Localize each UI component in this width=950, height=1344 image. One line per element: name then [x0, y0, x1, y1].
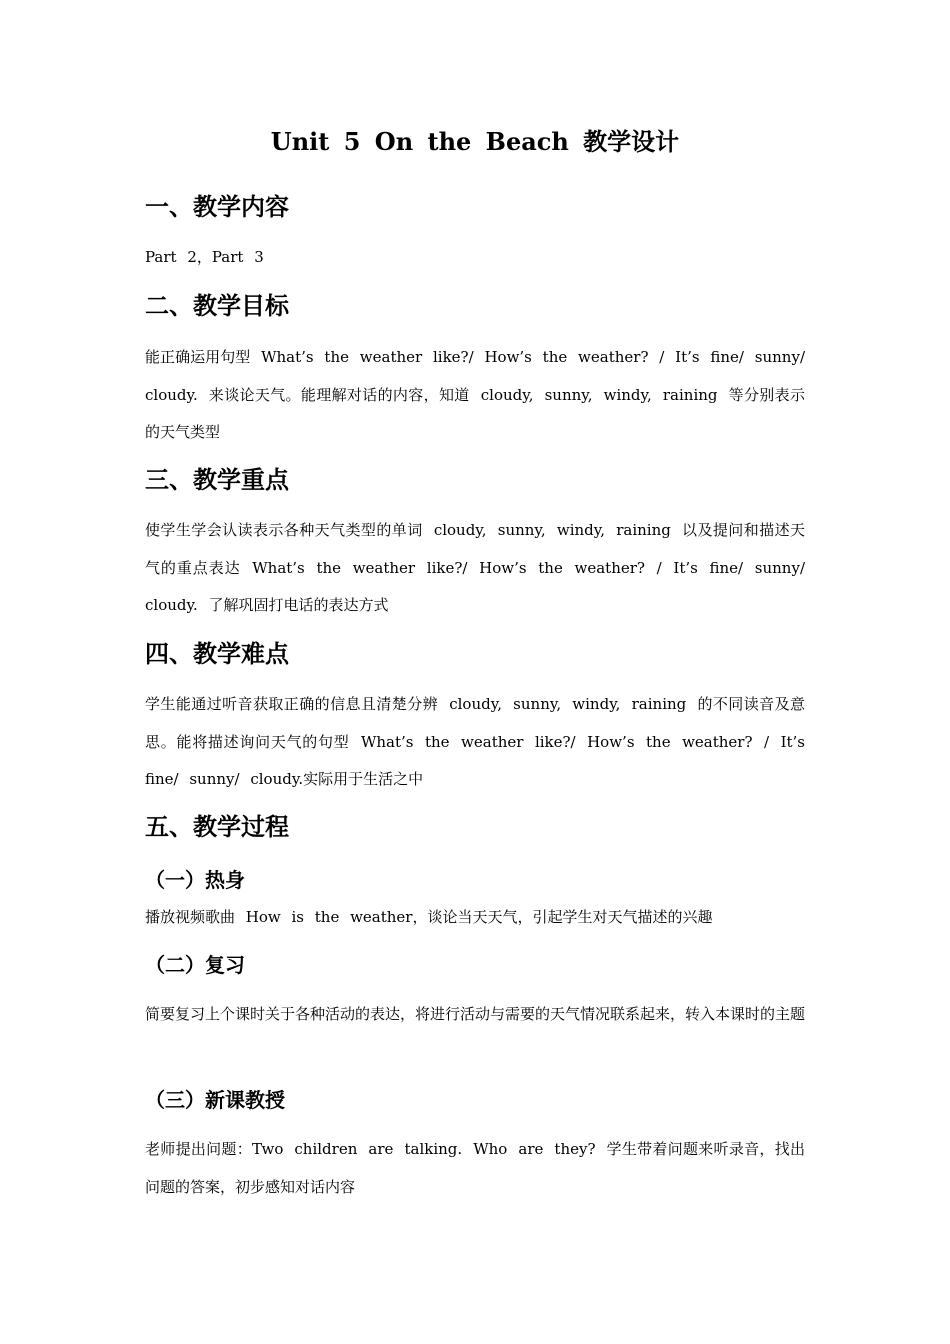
heading-key-points: 三、教学重点 [145, 466, 289, 494]
subheading-review: （二）复习 [145, 953, 245, 977]
paragraph-key-points: 使学生学会认读表示各种天气类型的单词 cloudy, sunny, windy, raining 以及提问和描述天气的重点表达 What’s the weather like?/ How’s the weather? / It’s fine/ sunny/ cloudy. 了解巩固打电话的表达方式 [145, 521, 805, 614]
heading-teaching-process: 五、教学过程 [145, 813, 289, 841]
subheading-warmup: （一）热身 [145, 868, 245, 892]
heading-teaching-content: 一、教学内容 [145, 193, 289, 221]
paragraph-teaching-content: Part 2，Part 3 [145, 248, 264, 266]
heading-teaching-objectives: 二、教学目标 [145, 292, 289, 320]
paragraph-review: 简要复习上个课时关于各种活动的表达，将进行活动与需要的天气情况联系起来，转入本课时的主题 [145, 1005, 806, 1023]
document-title: Unit 5 On the Beach 教学设计 [270, 127, 680, 156]
paragraph-teaching-objectives: 能正确运用句型 What’s the weather like?/ How’s the weather? / It’s fine/ sunny/ cloudy. 来谈论天气。能理解对话的内容，知道 cloudy, sunny, windy, raining 等分别表示的天气类型 [145, 348, 805, 441]
paragraph-new-lesson: 老师提出问题：Two children are talking. Who are they? 学生带着问题来听录音，找出问题的答案，初步感知对话内容 [145, 1140, 805, 1196]
paragraph-difficulties: 学生能通过听音获取正确的信息且清楚分辨 cloudy, sunny, windy, raining 的不同读音及意思。能将描述询问天气的句型 What’s the weather like?/ How’s the weather? / It’s fine/ sunny/ cloudy.实际用于生活之中 [145, 695, 805, 788]
heading-difficulties: 四、教学难点 [145, 640, 289, 668]
subheading-new-lesson: （三）新课教授 [145, 1088, 285, 1112]
paragraph-warmup: 播放视频歌曲 How is the weather，谈论当天天气，引起学生对天气描述的兴趣 [145, 908, 713, 926]
